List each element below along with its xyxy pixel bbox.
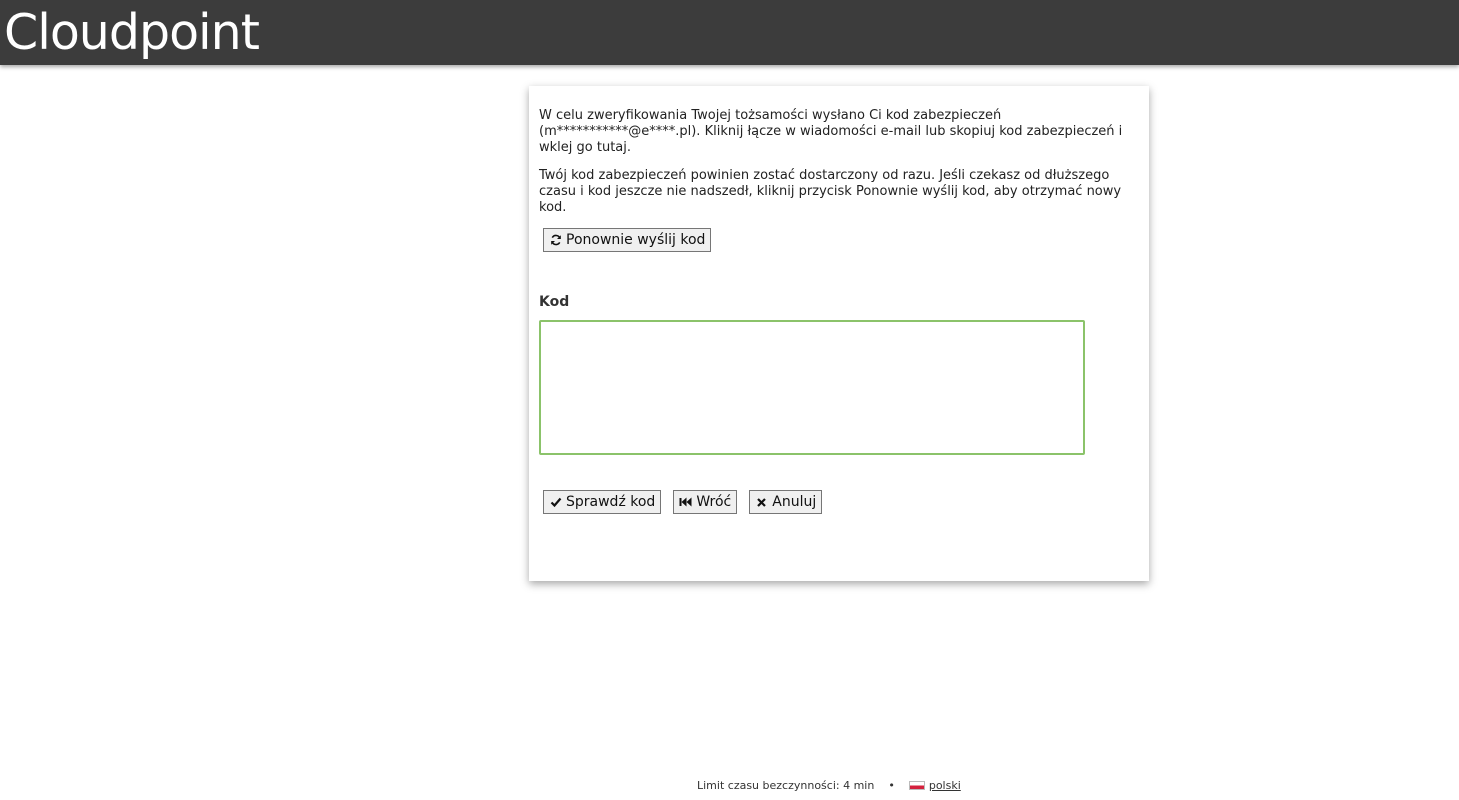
timeout-text: Limit czasu bezczynności: 4 min (697, 779, 875, 792)
action-buttons (543, 490, 1139, 514)
footer-separator: • (888, 779, 895, 792)
code-input[interactable] (539, 320, 1085, 455)
backward-icon (679, 496, 692, 509)
resend-code-label: Ponownie wyślij kod (566, 232, 706, 248)
footer (697, 779, 961, 792)
verify-code-label: Sprawdź kod (566, 494, 656, 510)
verification-info-text: W celu zweryfikowania Twojej tożsamości wysłano Ci kod zabezpieczeń (m***********@e****.pl). Kliknij łącze w wiadomości e-mail lub skopiuj kod zabezpieczeń i wklej go tutaj. (539, 108, 1123, 155)
top-bar (0, 0, 1459, 65)
poland-flag-icon (909, 781, 925, 790)
verification-card (529, 86, 1149, 581)
resend-code-button[interactable] (543, 228, 711, 252)
code-label: Kod (539, 294, 570, 310)
language-link[interactable]: polski (928, 779, 961, 792)
verify-code-button[interactable] (543, 490, 661, 514)
refresh-icon (549, 234, 562, 247)
delivery-info-text: Twój kod zabezpieczeń powinien zostać dostarczony od razu. Jeśli czekasz od dłuższego czasu i kod jeszcze nie nadszedł, kliknij przycisk Ponownie wyślij kod, aby otrzymać nowy kod. (539, 168, 1122, 215)
cancel-button[interactable] (749, 490, 822, 514)
resend-wrapper (543, 228, 1139, 252)
close-icon (755, 496, 768, 509)
back-button[interactable] (673, 490, 737, 514)
cancel-label: Anuluj (772, 494, 817, 510)
cloudpoint-logo: Cloudpoint (4, 4, 259, 61)
back-label: Wróć (696, 494, 732, 510)
check-icon (549, 496, 562, 509)
